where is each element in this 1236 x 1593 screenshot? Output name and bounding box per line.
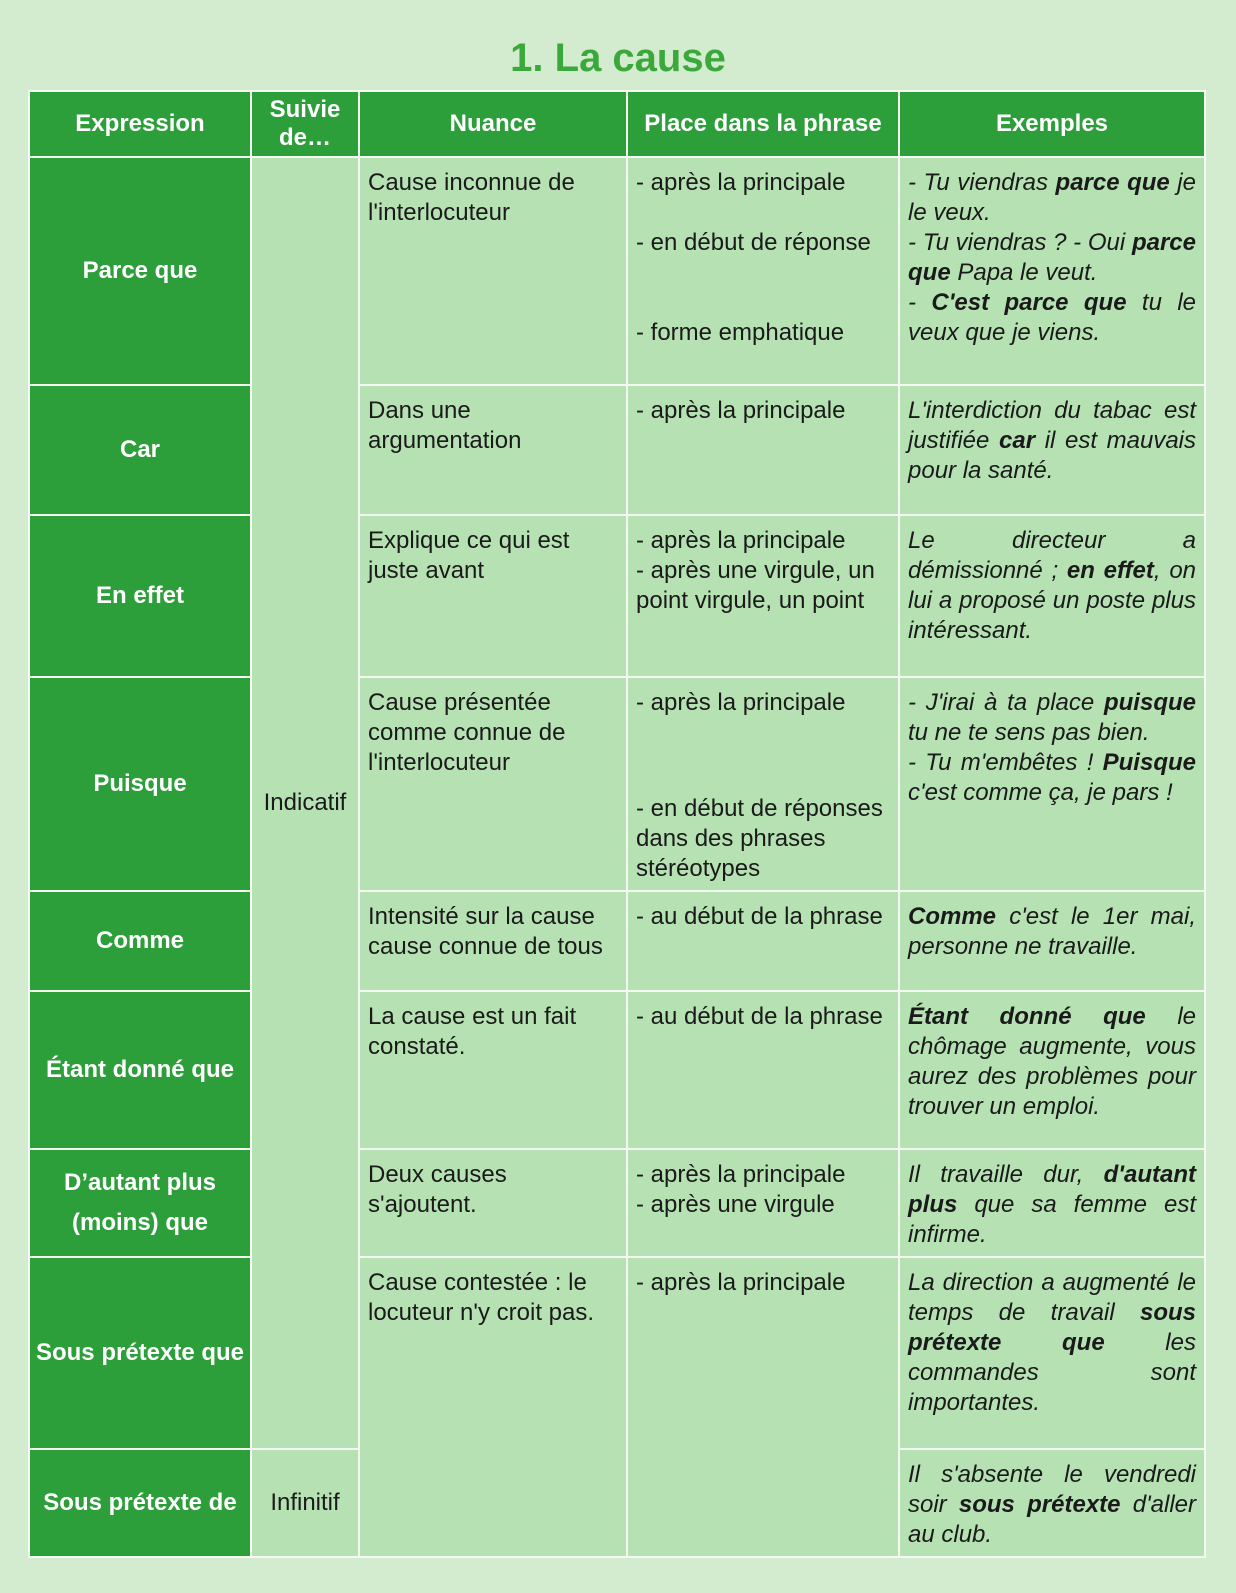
example-keyword: parce que	[908, 229, 1196, 286]
place-line: - après la principale	[636, 689, 846, 716]
example-keyword: sous prétexte que	[908, 1299, 1196, 1356]
place-line: - après la principale	[636, 527, 846, 554]
header-exemples: Exemples	[899, 91, 1205, 157]
example-cell	[899, 677, 1205, 891]
table-row	[29, 677, 1205, 891]
nuance-cell: Dans une argumentation	[359, 385, 627, 515]
place-line: - au début de la phrase	[636, 1003, 883, 1030]
example-line: Il travaille dur, d'autant plus que sa femme est infirme.	[908, 1161, 1196, 1248]
example-keyword: Comme	[908, 903, 997, 930]
place-line: - après une virgule, un point virgule, un point	[636, 557, 875, 614]
example-line: - Tu m'embêtes ! Puisque c'est comme ça, je pars !	[908, 749, 1196, 806]
example-keyword: C'est parce que	[931, 289, 1127, 316]
example-line: - C'est parce que tu le veux que je viens.	[908, 289, 1196, 346]
nuance-cell: Explique ce qui est juste avant	[359, 515, 627, 677]
example-keyword: d'autant plus	[908, 1161, 1196, 1218]
table-row	[29, 157, 1205, 385]
example-keyword: car	[999, 427, 1036, 454]
example-line: La direction a augmenté le temps de travail sous prétexte que les commandes sont importantes.	[908, 1269, 1196, 1416]
example-cell	[899, 1149, 1205, 1257]
expression-cell: Étant donné que	[29, 991, 251, 1149]
expression-cell: En effet	[29, 515, 251, 677]
header-expression: Expression	[29, 91, 251, 157]
example-cell	[899, 515, 1205, 677]
place-cell	[627, 385, 899, 515]
table-row	[29, 891, 1205, 991]
example-line: - J'irai à ta place puisque tu ne te sens pas bien.	[908, 689, 1196, 746]
place-cell	[627, 677, 899, 891]
place-line: - en début de réponse	[636, 229, 871, 256]
place-cell	[627, 991, 899, 1149]
example-line: Comme c'est le 1er mai, personne ne travaille.	[908, 903, 1196, 960]
header-row	[29, 91, 1205, 157]
nuance-cell: Intensité sur la cause cause connue de tous	[359, 891, 627, 991]
example-line: - Tu viendras ? - Oui parce que Papa le veut.	[908, 229, 1196, 286]
nuance-cell: Deux causes s'ajoutent.	[359, 1149, 627, 1257]
place-line: - après la principale	[636, 1161, 846, 1188]
example-cell	[899, 1449, 1205, 1557]
suivie-indicatif-cell: Indicatif	[251, 157, 359, 1449]
expression-cell: Sous prétexte que	[29, 1257, 251, 1449]
place-line: - après la principale	[636, 1269, 846, 1296]
example-cell	[899, 991, 1205, 1149]
cause-table	[28, 90, 1206, 1558]
place-cell	[627, 1149, 899, 1257]
place-line: - après une virgule	[636, 1191, 835, 1218]
example-line: - Tu viendras parce que je le veux.	[908, 169, 1196, 226]
header-suivie: Suivie de…	[251, 91, 359, 157]
nuance-cell: Cause présentée comme connue de l'interlocuteur	[359, 677, 627, 891]
header-nuance: Nuance	[359, 91, 627, 157]
expression-cell: Puisque	[29, 677, 251, 891]
table-row	[29, 385, 1205, 515]
header-place: Place dans la phrase	[627, 91, 899, 157]
expression-cell: D’autant plus (moins) que	[29, 1149, 251, 1257]
nuance-cell: Cause contestée : le locuteur n'y croit pas.	[359, 1257, 627, 1557]
example-cell	[899, 157, 1205, 385]
place-cell	[627, 891, 899, 991]
example-cell	[899, 1257, 1205, 1449]
table-row	[29, 1257, 1205, 1449]
place-line: - après la principale	[636, 169, 846, 196]
expression-cell: Sous prétexte de	[29, 1449, 251, 1557]
example-line: Étant donné que le chômage augmente, vous aurez des problèmes pour trouver un emploi.	[908, 1003, 1196, 1120]
table-row	[29, 1149, 1205, 1257]
example-line: Il s'absente le vendredi soir sous prétexte d'aller au club.	[908, 1461, 1196, 1548]
example-line: Le directeur a démissionné ; en effet, on lui a proposé un poste plus intéressant.	[908, 527, 1197, 644]
table-row	[29, 991, 1205, 1149]
page-title: 1. La cause	[510, 36, 726, 80]
place-cell	[627, 157, 899, 385]
example-keyword: en effet	[1066, 557, 1154, 584]
nuance-cell: La cause est un fait constaté.	[359, 991, 627, 1149]
place-line: - après la principale	[636, 397, 846, 424]
example-keyword: sous prétexte	[958, 1491, 1121, 1518]
example-keyword: puisque	[1103, 689, 1196, 716]
example-line: L'interdiction du tabac est justifiée car il est mauvais pour la santé.	[908, 397, 1196, 484]
table-row	[29, 515, 1205, 677]
nuance-cell: Cause inconnue de l'interlocuteur	[359, 157, 627, 385]
example-keyword: Puisque	[1102, 749, 1196, 776]
expression-cell: Comme	[29, 891, 251, 991]
example-keyword: parce que	[1055, 169, 1170, 196]
place-cell	[627, 1257, 899, 1557]
example-cell	[899, 385, 1205, 515]
expression-cell: Car	[29, 385, 251, 515]
example-keyword: Étant donné que	[908, 1003, 1146, 1030]
place-cell	[627, 515, 899, 677]
place-line: - au début de la phrase	[636, 903, 883, 930]
place-line: - forme emphatique	[636, 319, 845, 346]
place-line: - en début de réponses dans des phrases stéréotypes	[636, 795, 883, 882]
suivie-infinitif-cell: Infinitif	[251, 1449, 359, 1557]
expression-cell: Parce que	[29, 157, 251, 385]
example-cell	[899, 891, 1205, 991]
